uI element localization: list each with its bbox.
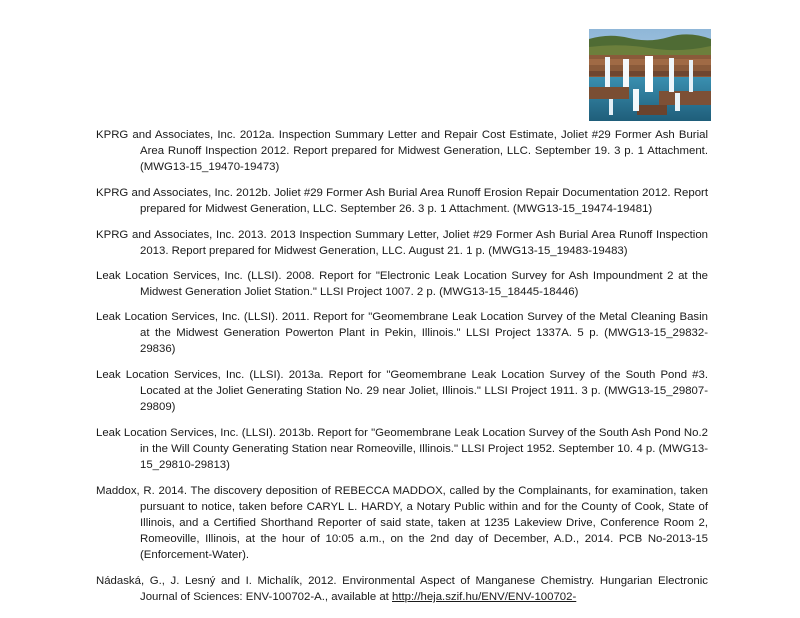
reference-text: Nádaská, G., J. Lesný and I. Michalík, 2012. Environmental Aspect of Manganese Chemistry. Hungarian Electronic Journal of Sciences: ENV-100702-A., available at — [96, 575, 708, 603]
waterfall-photo — [589, 29, 711, 121]
reference-entry — [96, 227, 708, 259]
reference-text: Leak Location Services, Inc. (LLSI). 2011. Report for "Geomembrane Leak Location Survey of the Metal Cleaning Basin at the Midwest Generation Powerton Plant in Pekin, Illinois." LLSI Project 1337A. 5 p. (MWG13-15_29832-29836) — [96, 311, 708, 355]
reference-link[interactable]: http://heja.szif.hu/ENV/ENV-100702- — [392, 591, 577, 603]
reference-text: KPRG and Associates, Inc. 2012b. Joliet #29 Former Ash Burial Area Runoff Erosion Repair Documentation 2012. Report prepared for Midwest Generation, LLC. September 26. 3 p. 1 Attachment. (MWG13-15_19474-19481) — [96, 187, 708, 215]
reference-list — [96, 127, 708, 605]
reference-entry — [96, 425, 708, 473]
reference-text: Leak Location Services, Inc. (LLSI). 2008. Report for "Electronic Leak Location Survey for Ash Impoundment 2 at the Midwest Generation Joliet Station." LLSI Project 1007. 2 p. (MWG13-15_18445-18446) — [96, 270, 708, 298]
reference-entry — [96, 367, 708, 415]
reference-entry — [96, 185, 708, 217]
reference-entry — [96, 309, 708, 357]
reference-text: Maddox, R. 2014. The discovery deposition of REBECCA MADDOX, called by the Complainants, for examination, taken pursuant to notice, taken before CARYL L. HARDY, a Notary Public within and for the County of Cook, State of Illinois, and a Certified Shorthand Reporter of said state, taken at 1235 Lakeview Drive, Conference Room 2, Romeoville, Illinois, at the hour of 10:05 a.m., on the 2nd day of December, A.D., 2014. PCB No-2013-15 (Enforcement-Water). — [96, 485, 708, 561]
waterfall-image — [589, 29, 711, 121]
reference-entry — [96, 268, 708, 300]
reference-entry — [96, 127, 708, 175]
reference-text: KPRG and Associates, Inc. 2012a. Inspection Summary Letter and Repair Cost Estimate, Joliet #29 Former Ash Burial Area Runoff Inspection 2012. Report prepared for Midwest Generation, LLC. September 19. 3 p. 1 Attachment. (MWG13-15_19470-19473) — [96, 129, 708, 173]
reference-entry — [96, 573, 708, 605]
reference-entry — [96, 483, 708, 563]
reference-text: KPRG and Associates, Inc. 2013. 2013 Inspection Summary Letter, Joliet #29 Former Ash Burial Area Runoff Inspection 2013. Report prepared for Midwest Generation, LLC. August 21. 1 p. (MWG13-15_19483-19483) — [96, 229, 708, 257]
reference-text: Leak Location Services, Inc. (LLSI). 2013a. Report for "Geomembrane Leak Location Survey of the South Pond #3. Located at the Joliet Generating Station No. 29 near Joliet, Illinois." LLSI Project 1911. 3 p. (MWG13-15_29807-29809) — [96, 369, 708, 413]
reference-text: Leak Location Services, Inc. (LLSI). 2013b. Report for "Geomembrane Leak Location Survey of the South Ash Pond No.2 in the Will County Generating Station near Romeoville, Illinois." LLSI Project 1952. September 10. 4 p. (MWG13-15_29810-29813) — [96, 427, 708, 471]
